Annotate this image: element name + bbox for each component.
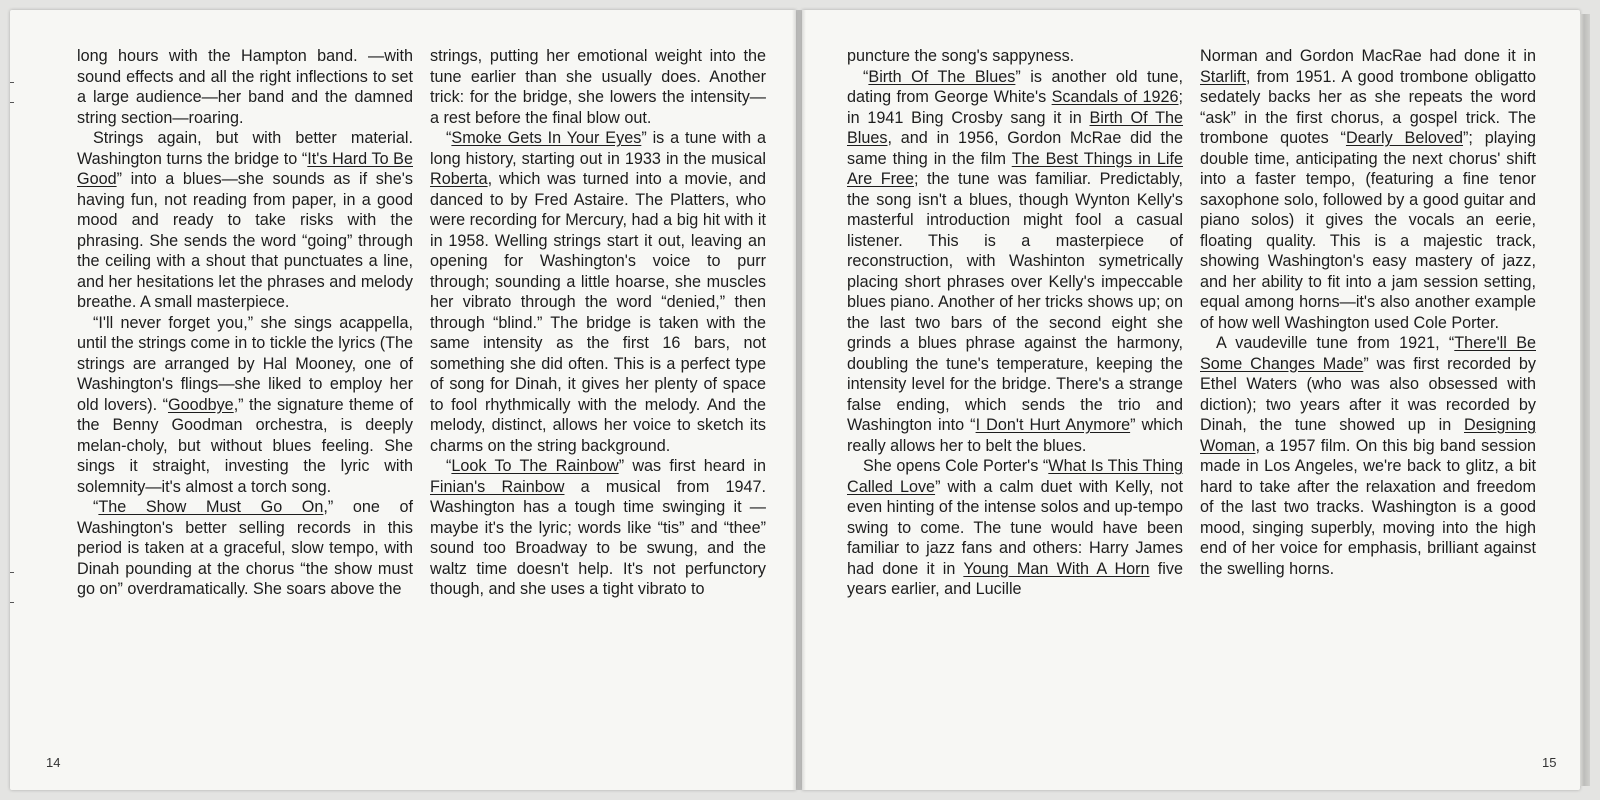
paragraph-text: Strings again, but with better material. Washington turns the bridge to “: [77, 129, 413, 168]
song-title: What Is This Thing Called Love: [847, 457, 1183, 496]
margin-mark: [10, 102, 14, 103]
paragraph-text: “I'll never forget you,” she sings acappella, until the strings come in to tickle the lyrics (The strings are arranged by Hal Mooney, one of Washington's flings—she liked to employ her old lovers). “: [77, 313, 413, 414]
paragraph-text: , from 1951. A good trombone obligatto sedately backs her as she repeats the word “ask” in the first chorus, a gospel trick. The trombone quotes “: [1200, 67, 1536, 147]
paragraph-text: ” is a tune with a long history, starting out in 1933 in the musical: [430, 129, 766, 168]
paragraph: [1200, 46, 1536, 333]
paragraph-text: ” which really allows her to belt the blues.: [847, 416, 1184, 455]
margin-mark: [10, 572, 14, 573]
text-column-2: [430, 46, 766, 600]
musical-title: Finian's Rainbow: [430, 477, 565, 496]
paragraph: [847, 67, 1183, 457]
paragraph-text: ” was first heard in: [618, 457, 766, 475]
paragraph-text: , and in 1956, Gordon McRae did the same thing in the film: [847, 129, 1183, 168]
film-title: Designing Woman: [1200, 416, 1536, 455]
paragraph: [77, 497, 413, 600]
paragraph-text: , a 1957 film. On this big band session made in Los Angeles, we're back to glitz, a bit hard to take after the relaxation and freedom of the last two tracks. Washington is a good mood, singing superbly, moving into the high end of her voice for emphasis, brilliant against the swelling horns.: [1200, 436, 1536, 578]
paragraph-text: “: [446, 129, 452, 147]
musical-title: Roberta: [430, 170, 488, 188]
text-column-3: [847, 46, 1183, 600]
paragraph-text: long hours with the Hampton band. —with sound effects and all the right inflections to set a large audience—her band and the damned string section—roaring.: [77, 47, 413, 127]
paragraph-text: A vaudeville tune from 1921, “: [1216, 334, 1455, 352]
paragraph: [430, 46, 766, 128]
paragraph: [430, 456, 766, 600]
paragraph-text: five years earlier, and Lucille: [847, 559, 1183, 598]
paragraph-text: ” was first recorded by Ethel Waters (who was also obsessed with diction); two years after it was recorded by Dinah, the tune showed up in: [1200, 354, 1536, 434]
film-title: Young Man With A Horn: [963, 559, 1150, 578]
paragraph: [77, 46, 413, 128]
song-title: It's Hard To Be Good: [77, 149, 413, 188]
margin-mark: [10, 82, 14, 83]
paragraph: [77, 313, 413, 498]
song-title: Smoke Gets In Your Eyes: [451, 129, 642, 147]
paragraph-text: “: [93, 498, 99, 516]
paragraph-text: puncture the song's sappyness.: [847, 47, 1075, 65]
paragraph: [430, 128, 766, 456]
paragraph-text: strings, putting her emotional weight into the tune earlier than she usually does. Another trick: for the bridge, she lowers the intensity—a rest before the final blow out.: [430, 47, 766, 127]
film-title: Starlift: [1200, 67, 1246, 86]
song-title: Look To The Rainbow: [451, 457, 619, 475]
song-title: Dearly Beloved: [1345, 129, 1464, 147]
page-gutter: [792, 10, 806, 790]
paragraph-text: ,” the signature theme of the Benny Goodman orchestra, is deeply melan-choly, but without blues feeling. She sings it straight, investing the lyric with solemnity—it's almost a torch song.: [77, 395, 413, 496]
paragraph-text: ” is another old tune, dating from George White's: [847, 67, 1184, 106]
paragraph-text: ; in 1941 Bing Crosby sang it in: [847, 88, 1183, 127]
paragraph-text: She opens Cole Porter's “: [863, 457, 1049, 475]
text-column-4: [1200, 46, 1536, 579]
paragraph-text: Norman and Gordon MacRae had done it in: [1200, 47, 1536, 65]
song-title: I Don't Hurt Anymore: [975, 416, 1131, 434]
paragraph-text: ,” one of Washington's better selling records in this period is taken at a graceful, slow tempo, with Dinah pounding at the chorus “the show must go on” overdramatically. She soars above the: [77, 498, 413, 598]
text-column-1: [77, 46, 413, 600]
song-title: There'll Be Some Changes Made: [1200, 334, 1536, 373]
paragraph: [77, 128, 413, 313]
paragraph-text: ”; playing double time, anticipating the next chorus' shift into a faster tempo, (featuring a fine tenor saxophone solo, followed by a good guitar and piano solos) it gives the vocals an eerie, floating quality. This is a majestic track, showing Washington's easy mastery of jazz, and her ability to fit into a jam session setting, equal among horns—it's also another example of how well Washington used Cole Porter.: [1200, 129, 1536, 332]
paragraph: [1200, 333, 1536, 579]
page-number-left: 14: [46, 755, 61, 770]
page-stack-edge: [1580, 14, 1590, 786]
paragraph-text: “: [446, 457, 452, 475]
paragraph-text: , which was turned into a movie, and danced to by Fred Astaire. The Platters, who were recording for Mercury, had a big hit with it in 1958. Welling strings start it out, leaving an opening for Washington's voice to purr through; sounding a little hoarse, she muscles her vibrato through the word “denied,” then through “blind.” The bridge is taken with the same intensity as the first 16 bars, not something she did often. This is a perfect type of song for Dinah, it gives her plenty of space to fool rhythmically with the melody. And the melody, distinct, allows her voice to sketch its charms on the string background.: [430, 170, 766, 455]
paragraph: [847, 456, 1183, 600]
paragraph-text: ” with a calm duet with Kelly, not even hinting of the intense solos and up-tempo swing to come. The tune would have been familiar to jazz fans and others: Harry James had done it in: [847, 477, 1184, 578]
page-number-right: 15: [1542, 755, 1557, 770]
paragraph: [847, 46, 1183, 67]
paragraph-text: ; the tune was familiar. Predictably, the song isn't a blues, though Wynton Kelly's masterful introduction might fool a casual listener. This is a masterpiece of reconstruction, with Washinton symetrically placing short phrases over Kelly's impeccable blues piano. Another of her tricks shows up; on the last two bars of the second eight she grinds a blues phrase against the harmony, doubling the tune's temperature, keeping the intensity level for the bridge. There's a strange false ending, which sends the trio and Washington into “: [847, 170, 1183, 434]
paragraph-text: “: [863, 67, 869, 86]
song-title: Birth Of The Blues: [868, 67, 1016, 86]
paragraph-text: ” into a blues—she sounds as if she's having fun, not reading from paper, in a good mood and ready to take risks with the phrasing. She sends the word “going” through the ceiling with a shout that punctuates a line, and her hesitations let the phrases and melody breathe. A small masterpiece.: [77, 170, 413, 311]
show-title: Scandals of 1926: [1051, 88, 1179, 106]
margin-mark: [10, 602, 14, 603]
song-title: Goodbye: [167, 395, 234, 414]
song-title: The Show Must Go On: [98, 498, 324, 516]
paragraph-text: a musical from 1947. Washington has a tough time swinging it —maybe it's the lyric; words like “tis” and “thee” sound too Broadway to be swung, and the waltz time doesn't help. It's not perfunctory though, and she uses a tight vibrato to: [430, 477, 767, 598]
film-title: Birth Of The Blues: [847, 108, 1184, 147]
film-title: The Best Things in Life Are Free: [847, 149, 1184, 188]
